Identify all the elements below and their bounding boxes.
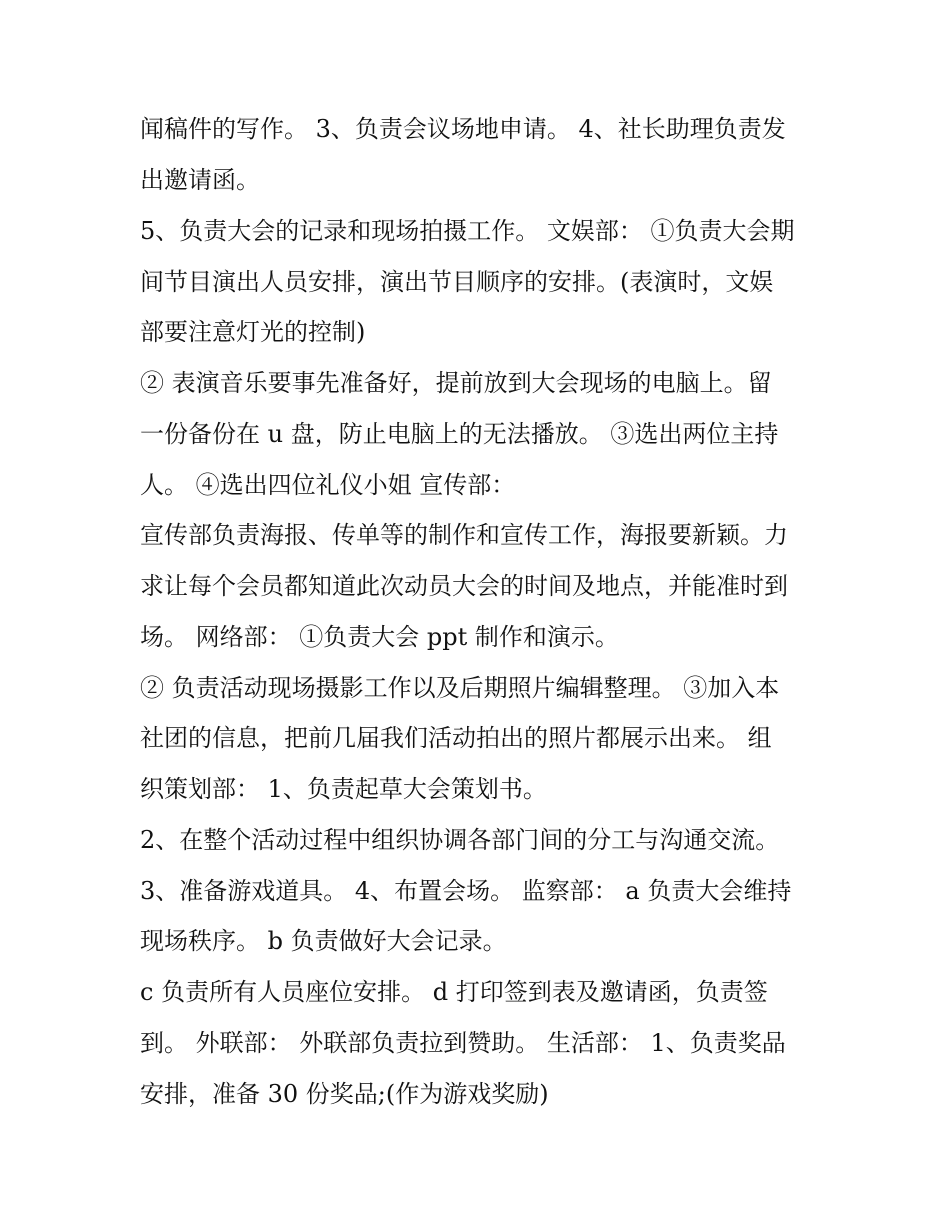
text-line: 现场秩序。 b 负责做好大会记录。 [140,927,507,955]
text-line: 求让每个会员都知道此次动员大会的时间及地点，并能准时到 [140,572,788,600]
text-line: c 负责所有人员座位安排。 d 打印签到表及邀请函，负责签 [140,978,768,1006]
text-line: 织策划部： 1、负责起草大会策划书。 [140,775,547,803]
text-line: 部要注意灯光的控制) [140,318,366,346]
text-line: 5、负责大会的记录和现场拍摄工作。 文娱部： ①负责大会期 [140,217,795,245]
text-line: 出邀请函。 [140,166,260,194]
text-line: ② 表演音乐要事先准备好，提前放到大会现场的电脑上。留 [140,369,772,397]
text-line: 闻稿件的写作。 3、负责会议场地申请。 4、社长助理负责发 [140,115,786,143]
text-line: 社团的信息，把前几届我们活动拍出的照片都展示出来。 组 [140,724,772,752]
text-line: 一份备份在 u 盘，防止电脑上的无法播放。 ③选出两位主持 [140,420,779,448]
text-line: 到。 外联部： 外联部负责拉到赞助。 生活部： 1、负责奖品 [140,1029,786,1057]
text-line: 人。 ④选出四位礼仪小姐 宣传部： [140,471,516,499]
text-line: 安排，准备 30 份奖品;(作为游戏奖励) [140,1080,549,1108]
text-line: 间节目演出人员安排，演出节目顺序的安排。(表演时，文娱 [140,268,774,296]
text-line: 场。 网络部： ①负责大会 ppt 制作和演示。 [140,623,619,651]
text-line: 3、准备游戏道具。 4、布置会场。 监察部： a 负责大会维持 [140,877,792,905]
text-line: ② 负责活动现场摄影工作以及后期照片编辑整理。 ③加入本 [140,674,780,702]
text-line: 宣传部负责海报、传单等的制作和宣传工作，海报要新颖。力 [140,521,788,549]
text-line: 2、在整个活动过程中组织协调各部门间的分工与沟通交流。 [140,826,780,854]
